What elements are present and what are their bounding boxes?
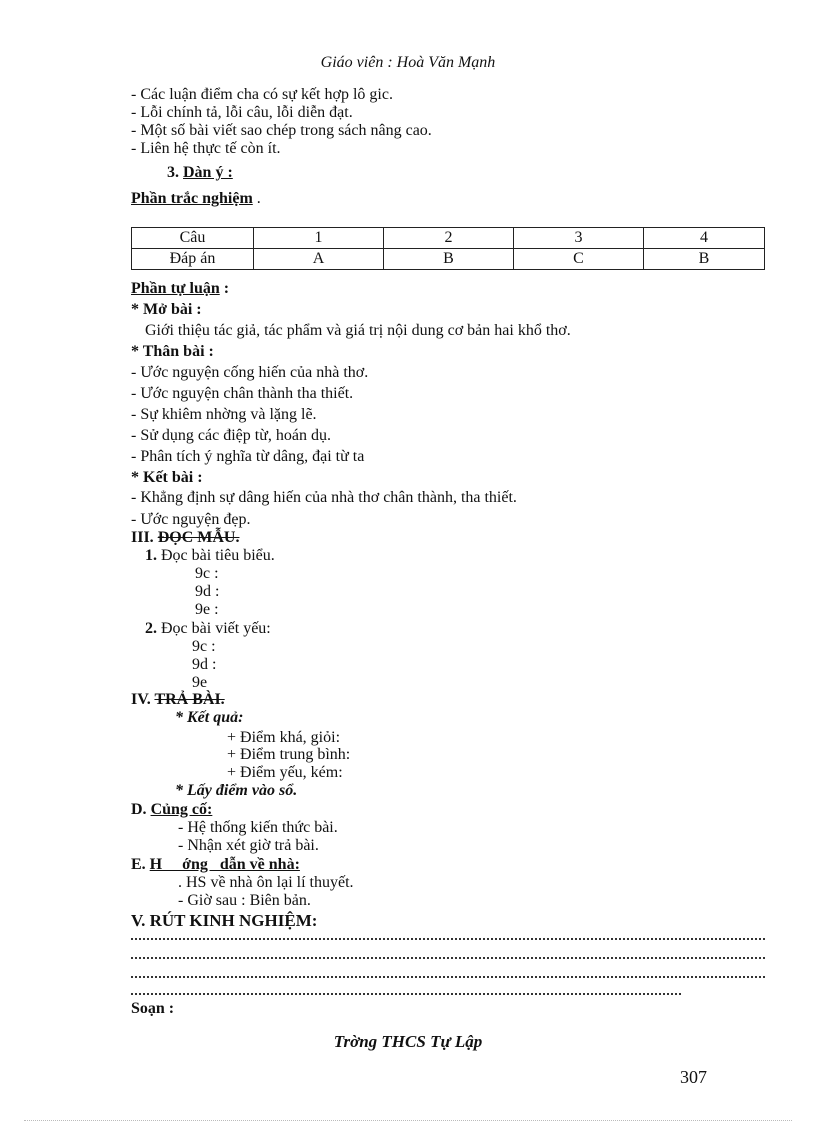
trac-nghiem-suffix: . — [252, 190, 261, 207]
cung-co-title: Củng cố: — [150, 801, 213, 818]
item-number: 1. — [145, 547, 157, 564]
than-bai-line: - Phân tích ý nghĩa từ dâng, đại từ ta — [131, 448, 365, 465]
intro-line-4: - Liên hệ thực tế còn ít. — [131, 140, 281, 157]
dotted-line — [131, 974, 765, 978]
table-cell: Đáp án — [132, 249, 254, 270]
dotted-line — [131, 955, 765, 959]
tra-bai-title: TRẢ BÀI. — [154, 691, 225, 708]
cung-co-heading — [131, 802, 212, 818]
result-line: + Điểm trung bình: — [227, 746, 351, 763]
trac-nghiem-title: Phần trắc nghiệm — [131, 190, 253, 207]
table-cell: B — [644, 249, 765, 270]
doc-mau-heading — [131, 530, 239, 546]
soan-label: Soạn : — [131, 1000, 175, 1017]
class-entry: 9c : — [192, 638, 216, 655]
lay-diem-label: * Lấy điểm vào sổ. — [175, 782, 298, 799]
table-cell: 3 — [514, 228, 644, 249]
answer-table — [131, 227, 765, 270]
mo-bai-title: * Mở bài : — [131, 301, 202, 318]
huong-dan-line: . HS về nhà ôn lại lí thuyết. — [178, 874, 354, 891]
page-header: Giáo viên : Hoà Văn Mạnh — [320, 54, 496, 71]
tu-luan-heading — [131, 281, 229, 297]
section3-heading — [167, 165, 233, 181]
mo-bai-text: Giới thiệu tác giả, tác phẩm và giá trị nội dung cơ bản hai khổ thơ. — [145, 322, 571, 339]
table-cell: C — [514, 249, 644, 270]
table-row — [132, 249, 765, 270]
dotted-line — [131, 936, 765, 940]
dotted-line — [131, 991, 681, 995]
intro-line-1: - Các luận điểm cha có sự kết hợp lô gic. — [131, 86, 393, 103]
doc-mau-item-2 — [145, 621, 271, 637]
rut-kinh-nghiem-heading: V. RÚT KINH NGHIỆM: — [131, 911, 318, 930]
item-text: Đọc bài tiêu biểu. — [161, 547, 275, 564]
huong-dan-line: - Giờ sau : Biên bản. — [178, 892, 311, 909]
table-cell: Câu — [132, 228, 254, 249]
than-bai-title: * Thân bài : — [131, 343, 214, 360]
page-bottom-rule — [24, 1120, 792, 1121]
trac-nghiem-heading — [131, 191, 261, 207]
class-entry: 9d : — [195, 583, 220, 600]
than-bai-line: - Ước nguyện cống hiến của nhà thơ. — [131, 364, 369, 381]
table-cell: 1 — [254, 228, 384, 249]
huong-dan-title: H ớng dẫn về nhà: — [149, 856, 300, 873]
huong-dan-number: E. — [131, 856, 146, 873]
ket-bai-line: - Ước nguyện đẹp. — [131, 511, 251, 528]
footer-school: Trờng THCS Tự Lập — [333, 1032, 483, 1051]
doc-mau-item-1 — [145, 548, 275, 564]
table-cell: 4 — [644, 228, 765, 249]
table-cell: B — [384, 249, 514, 270]
cung-co-line: - Nhận xét giờ trả bài. — [178, 837, 319, 854]
item-text: Đọc bài viết yếu: — [161, 620, 271, 637]
table-row — [132, 228, 765, 249]
class-entry: 9e : — [195, 601, 219, 618]
section3-number: 3. — [167, 164, 179, 181]
huong-dan-heading — [131, 857, 300, 873]
table-cell: 2 — [384, 228, 514, 249]
tra-bai-heading — [131, 692, 225, 708]
class-entry: 9d : — [192, 656, 217, 673]
cung-co-number: D. — [131, 801, 147, 818]
doc-mau-number: III. — [131, 529, 154, 546]
ket-qua-label: * Kết quả: — [175, 709, 244, 726]
result-line: + Điểm yếu, kém: — [227, 764, 343, 781]
ket-bai-line: - Khẳng định sự dâng hiến của nhà thơ chân thành, tha thiết. — [131, 489, 517, 506]
intro-line-2: - Lỗi chính tả, lỗi câu, lỗi diễn đạt. — [131, 104, 353, 121]
section3-title: Dàn ý : — [183, 164, 233, 181]
table-cell: A — [254, 249, 384, 270]
tu-luan-title: Phần tự luận — [131, 280, 220, 297]
intro-line-3: - Một số bài viết sao chép trong sách nâng cao. — [131, 122, 432, 139]
doc-mau-title: ĐỌC MẪU. — [157, 529, 240, 546]
than-bai-line: - Ước nguyện chân thành tha thiết. — [131, 385, 354, 402]
page-number: 307 — [680, 1067, 707, 1087]
item-number: 2. — [145, 620, 157, 637]
ket-bai-title: * Kết bài : — [131, 469, 203, 486]
than-bai-line: - Sử dụng các điệp từ, hoán dụ. — [131, 427, 331, 444]
tra-bai-number: IV. — [131, 691, 151, 708]
than-bai-line: - Sự khiêm nhờng và lặng lẽ. — [131, 406, 317, 423]
tu-luan-suffix: : — [219, 280, 230, 297]
cung-co-line: - Hệ thống kiến thức bài. — [178, 819, 338, 836]
result-line: + Điểm khá, giỏi: — [227, 729, 341, 746]
class-entry: 9c : — [195, 565, 219, 582]
class-entry: 9e — [192, 674, 208, 691]
